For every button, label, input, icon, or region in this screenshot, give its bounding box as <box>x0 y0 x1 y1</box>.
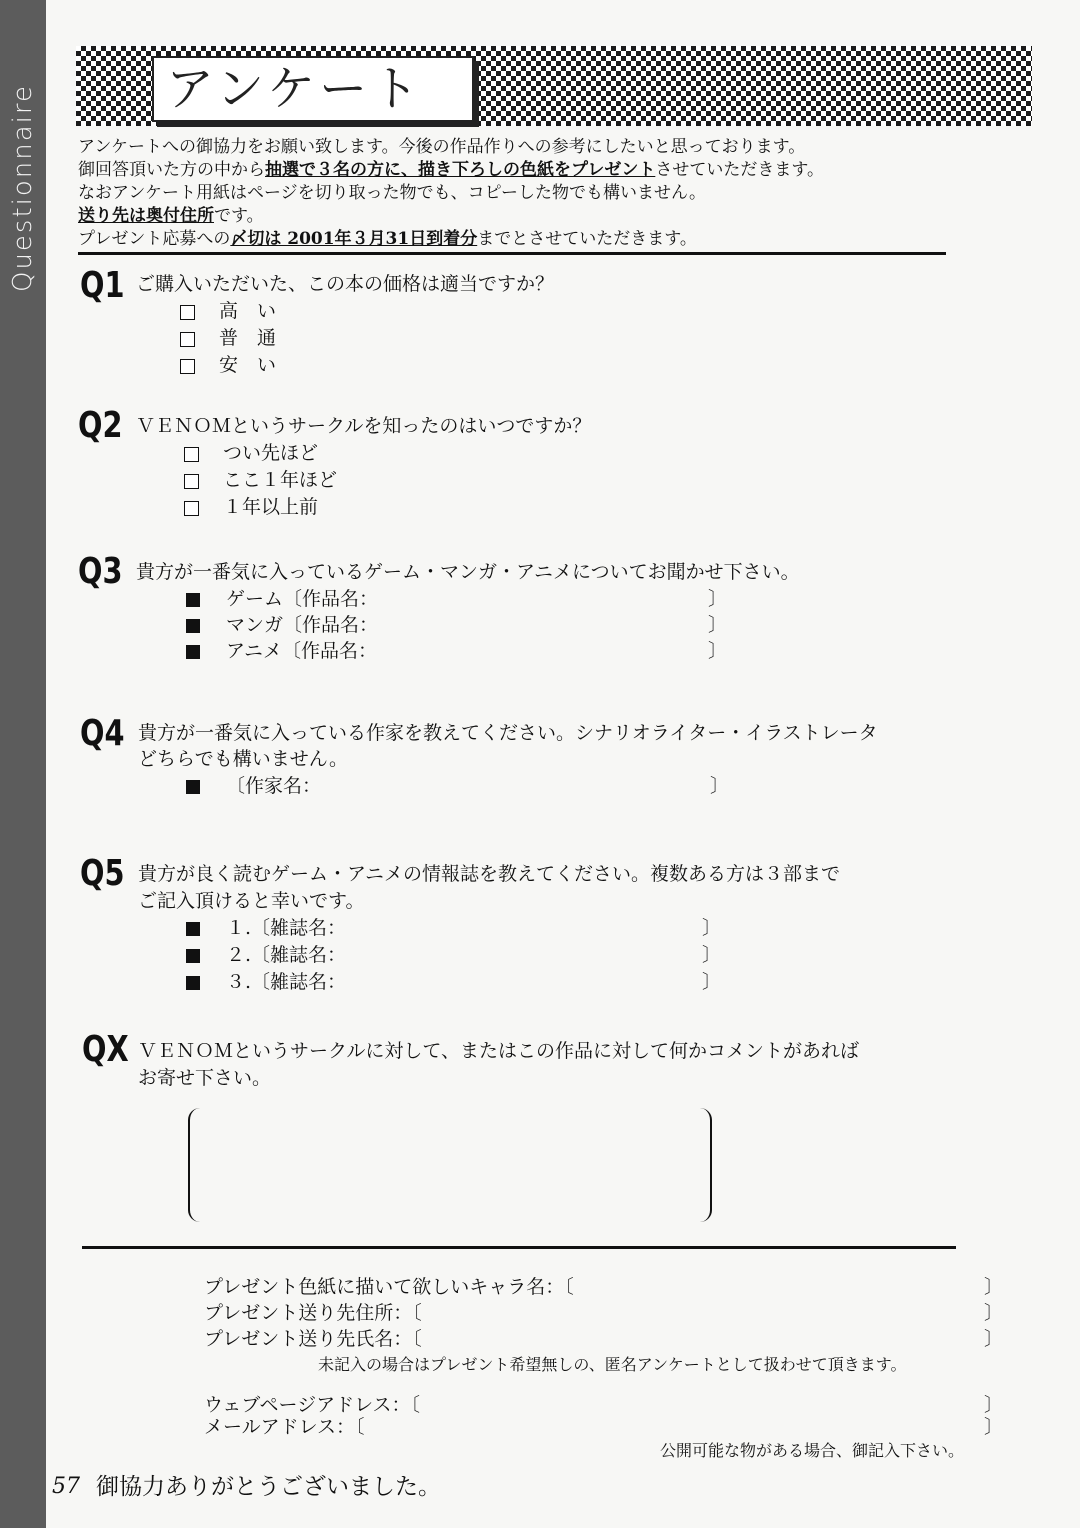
bullet-square-icon <box>186 922 200 936</box>
option-label: 安 い <box>219 354 277 376</box>
checkbox[interactable] <box>180 332 195 347</box>
divider-top <box>78 252 946 255</box>
q5-item-1[interactable] <box>186 915 346 941</box>
item-label: 〔作家名： <box>226 775 322 797</box>
intro-line-4a: 送り先は奥付住所 <box>78 206 214 226</box>
intro-line-5 <box>78 228 824 251</box>
intro-line-5a: プレゼント応募への <box>78 229 231 249</box>
intro-line-3: なおアンケート用紙はページを切り取った物でも、コピーした物でも構いません。 <box>78 183 706 203</box>
q2-option-1[interactable] <box>184 440 318 466</box>
intro-line-2 <box>78 159 824 182</box>
public-note: 公開可能な物がある場合、御記入下さい。 <box>660 1441 965 1460</box>
intro-line-2b: 抽選で３名の方に、描き下ろしの色紙をプレゼント <box>265 160 656 180</box>
bullet-square-icon <box>186 949 200 963</box>
q3-label: Q3 <box>78 551 123 592</box>
q3-bracket-close-3: 〕 <box>708 640 728 662</box>
present-character-field[interactable]: プレゼント色紙に描いて欲しいキャラ名：〔 <box>204 1276 574 1298</box>
q2-question: ＶＥＮＯＭというサークルを知ったのはいつですか？ <box>136 415 592 437</box>
bullet-square-icon <box>186 619 200 633</box>
intro-line-2a: 御回答頂いた方の中から <box>78 160 265 180</box>
item-label: ２.〔雑誌名： <box>226 944 347 966</box>
bullet-square-icon <box>186 780 200 794</box>
q3-bracket-close-1: 〕 <box>708 588 728 610</box>
q5-item-2[interactable] <box>186 942 346 968</box>
present-address-field[interactable]: プレゼント送り先住所：〔 <box>204 1302 422 1324</box>
option-label: 高 い <box>219 300 277 322</box>
divider-bottom <box>82 1246 956 1249</box>
page-number: 57 <box>52 1474 80 1499</box>
page-title: アンケート <box>166 61 424 117</box>
bullet-square-icon <box>186 593 200 607</box>
thanks-message: 御協力ありがとうございました。 <box>96 1474 441 1500</box>
q5-question-line-1: 貴方が良く読むゲーム・アニメの情報誌を教えてください。複数ある方は３部まで <box>138 863 841 885</box>
intro-line-4 <box>78 205 824 228</box>
q4-question-line-1: 貴方が一番気に入っている作家を教えてください。シナリオライター・イラストレータ <box>138 722 878 744</box>
option-label: ここ１年ほど <box>223 469 338 491</box>
bullet-square-icon <box>186 645 200 659</box>
checkbox[interactable] <box>184 501 199 516</box>
title-box <box>152 56 474 122</box>
comment-box-left-bracket <box>188 1108 200 1222</box>
q1-option-1[interactable] <box>180 298 276 324</box>
intro-line-5b: 〆切は 2001年３月31日到着分 <box>230 229 478 249</box>
q4-item-author[interactable] <box>186 773 321 799</box>
q2-label: Q2 <box>78 405 123 446</box>
q4-bracket-close: 〕 <box>710 775 730 797</box>
sidebar-label: Questionnaire <box>8 83 38 293</box>
option-label: つい先ほど <box>223 442 319 464</box>
q4-question-line-2: どちらでも構いません。 <box>138 748 348 770</box>
checkbox[interactable] <box>180 359 195 374</box>
mail-address-field[interactable]: メールアドレス：〔 <box>204 1416 365 1438</box>
intro-line-4b: です。 <box>214 206 264 226</box>
web-address-field[interactable]: ウェブページアドレス：〔 <box>204 1394 421 1416</box>
q1-label: Q1 <box>80 265 125 306</box>
present-name-field[interactable]: プレゼント送り先氏名：〔 <box>204 1328 422 1350</box>
q5-bracket-close-3: 〕 <box>702 971 722 993</box>
q3-item-game[interactable] <box>186 586 378 612</box>
checkbox[interactable] <box>180 305 195 320</box>
present-character-close: 〕 <box>984 1276 1004 1298</box>
q4-label: Q4 <box>80 713 125 754</box>
q5-label: Q5 <box>80 853 125 894</box>
bullet-square-icon <box>186 976 200 990</box>
option-label: １年以上前 <box>223 496 319 518</box>
qx-question-line-2: お寄せ下さい。 <box>138 1067 272 1089</box>
q1-question: ご購入いただいた、この本の価格は適当ですか？ <box>136 273 555 295</box>
q1-option-2[interactable] <box>180 325 276 351</box>
q1-option-3[interactable] <box>180 352 276 378</box>
item-label: ３.〔雑誌名： <box>226 971 347 993</box>
checkbox[interactable] <box>184 474 199 489</box>
present-name-close: 〕 <box>984 1328 1004 1350</box>
comment-area[interactable] <box>200 1110 696 1220</box>
item-label: マンガ〔作品名： <box>226 614 379 636</box>
web-address-close: 〕 <box>984 1394 1004 1416</box>
qx-label: QX <box>82 1029 129 1070</box>
q5-item-3[interactable] <box>186 969 346 995</box>
intro-text <box>78 136 824 251</box>
q5-bracket-close-2: 〕 <box>702 944 722 966</box>
present-address-close: 〕 <box>984 1302 1004 1324</box>
anonymous-note: 未記入の場合はプレゼント希望無しの、匿名アンケートとして扱わせて頂きます。 <box>318 1355 907 1374</box>
q2-option-3[interactable] <box>184 494 318 520</box>
sidebar <box>0 0 46 1528</box>
item-label: ゲーム〔作品名： <box>226 588 379 610</box>
item-label: １.〔雑誌名： <box>226 917 347 939</box>
item-label: アニメ〔作品名： <box>226 640 378 662</box>
q3-item-anime[interactable] <box>186 638 377 664</box>
intro-line-1: アンケートへの御協力をお願い致します。今後の作品作りへの参考にしたいと思っております。 <box>78 137 806 157</box>
comment-box-right-bracket <box>700 1108 712 1222</box>
q2-option-2[interactable] <box>184 467 337 493</box>
q3-question: 貴方が一番気に入っているゲーム・マンガ・アニメについてお聞かせ下さい。 <box>136 561 800 583</box>
option-label: 普 通 <box>219 327 277 349</box>
q5-bracket-close-1: 〕 <box>702 917 722 939</box>
q3-bracket-close-2: 〕 <box>708 614 728 636</box>
qx-question-line-1: ＶＥＮＯＭというサークルに対して、またはこの作品に対して何かコメントがあれば <box>138 1040 860 1062</box>
q3-item-manga[interactable] <box>186 612 378 638</box>
mail-address-close: 〕 <box>984 1416 1004 1438</box>
intro-line-5c: までとさせていただきます。 <box>477 229 697 249</box>
intro-line-2c: させていただきます。 <box>655 160 824 180</box>
checkbox[interactable] <box>184 447 199 462</box>
q5-question-line-2: ご記入頂けると幸いです。 <box>138 890 365 912</box>
